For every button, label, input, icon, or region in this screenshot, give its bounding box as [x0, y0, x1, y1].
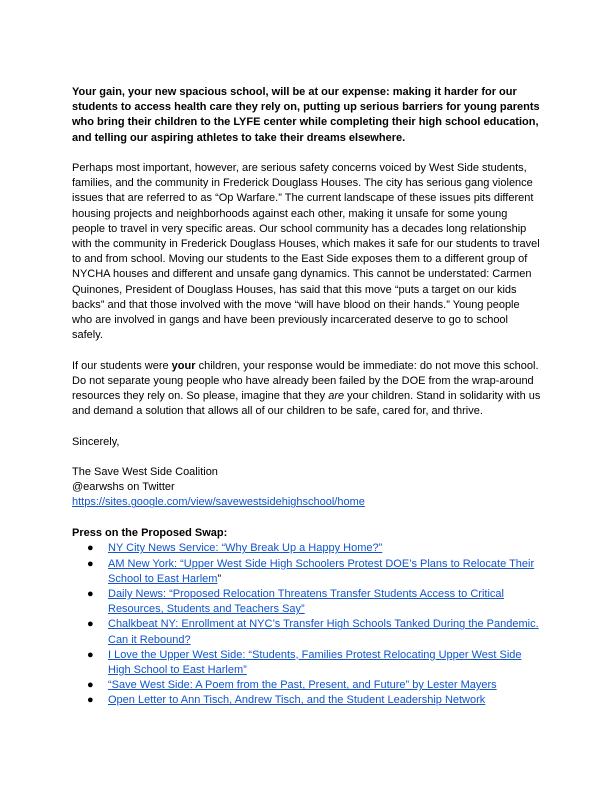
press-list — [72, 541, 542, 708]
press-link-chalkbeat[interactable]: Chalkbeat NY: Enrollment at NYC’s Transfer High Schools Tanked During the Pandemic. Can it Rebound? — [108, 618, 539, 646]
press-link-poem[interactable]: “Save West Side: A Poem from the Past, Present, and Future” by Lester Mayers — [108, 679, 497, 692]
website-link[interactable]: https://sites.google.com/view/savewestsidehighschool/home — [72, 496, 365, 509]
press-link-amny[interactable]: AM New York: “Upper West Side High Schoolers Protest DOE’s Plans to Relocate Their School to East Harlem — [108, 557, 535, 585]
bullet-icon: ● — [87, 618, 94, 631]
press-list-item — [72, 678, 542, 693]
bullet-icon: ● — [87, 648, 94, 661]
paragraph-your-children — [72, 359, 542, 420]
letter-body — [72, 85, 542, 709]
bullet-icon: ● — [87, 587, 94, 600]
bullet-icon: ● — [87, 557, 94, 570]
signature-block — [72, 465, 542, 511]
press-list-item — [72, 648, 542, 678]
press-list-item — [72, 541, 542, 556]
p3-text-2: children, your response would be immediate: do not move this school. Do not separate young people who have already been failed by the DOE from the wrap-around resources they rely on. So please, imagine that they — [72, 359, 539, 403]
press-list-item — [72, 557, 542, 587]
signature-name: The Save West Side Coalition — [72, 466, 218, 479]
paragraph-safety: Perhaps most important, however, are serious safety concerns voiced by West Side students, families, and the community in Frederick Douglass Houses. The city has serious gang violence issues that are referred to as “Op Warfare.” The current landscape of these issues pits different housing projects and neighborhoods against each other, making it unsafe for some young people to travel in very specific areas. Our school community has a decades long relationship with the community in Frederick Douglass Houses, which makes it safe for our students to travel to and from school. Moving our students to the East Side exposes them to a different group of NYCHA houses and different and unsafe gang dynamics. This cannot be understated: Carmen Quinones, President of Douglass Houses, has said that this move “puts a target on our kids backs” and that those involved with the move “will have blood on their hands.” Young people who are involved in gangs and have been previously incarcerated deserve to go to school safely. — [72, 162, 540, 342]
paragraph-expense: Your gain, your new spacious school, will be at our expense: making it harder for our students to access health care they rely on, putting up serious barriers for young parents who bring their children to the LYFE center while completing their high school education, and telling our aspiring athletes to take their dreams elsewhere. — [72, 86, 540, 144]
bullet-icon: ● — [87, 694, 94, 707]
press-link-open-letter[interactable]: Open Letter to Ann Tisch, Andrew Tisch, and the Student Leadership Network — [108, 694, 486, 707]
bullet-icon: ● — [87, 542, 94, 555]
press-list-item — [72, 693, 542, 708]
bullet-icon: ● — [87, 679, 94, 692]
press-link-iluws[interactable]: I Love the Upper West Side: “Students, Families Protest Relocating Upper West Side High School to East Harlem” — [108, 648, 522, 676]
press-suffix: ” — [217, 572, 222, 585]
press-heading: Press on the Proposed Swap: — [72, 527, 228, 540]
signature-twitter: @earwshs on Twitter — [72, 481, 175, 494]
press-link-nycns[interactable]: NY City News Service: “Why Break Up a Happy Home?” — [108, 542, 383, 555]
salutation: Sincerely, — [72, 435, 120, 448]
p3-emphasis-your: your — [171, 359, 196, 372]
press-list-item — [72, 587, 542, 617]
press-link-daily-news[interactable]: Daily News: “Proposed Relocation Threatens Transfer Students Access to Critical Resources, Students and Teachers Say” — [108, 587, 504, 616]
p3-text-1: If our students were — [72, 359, 172, 372]
p3-text-3: your children. Stand in solidarity with us and demand a solution that allows all of our children to be safe, cared for, and thrive. — [72, 390, 541, 418]
p3-emphasis-are: are — [328, 390, 345, 403]
press-list-item — [72, 617, 542, 647]
